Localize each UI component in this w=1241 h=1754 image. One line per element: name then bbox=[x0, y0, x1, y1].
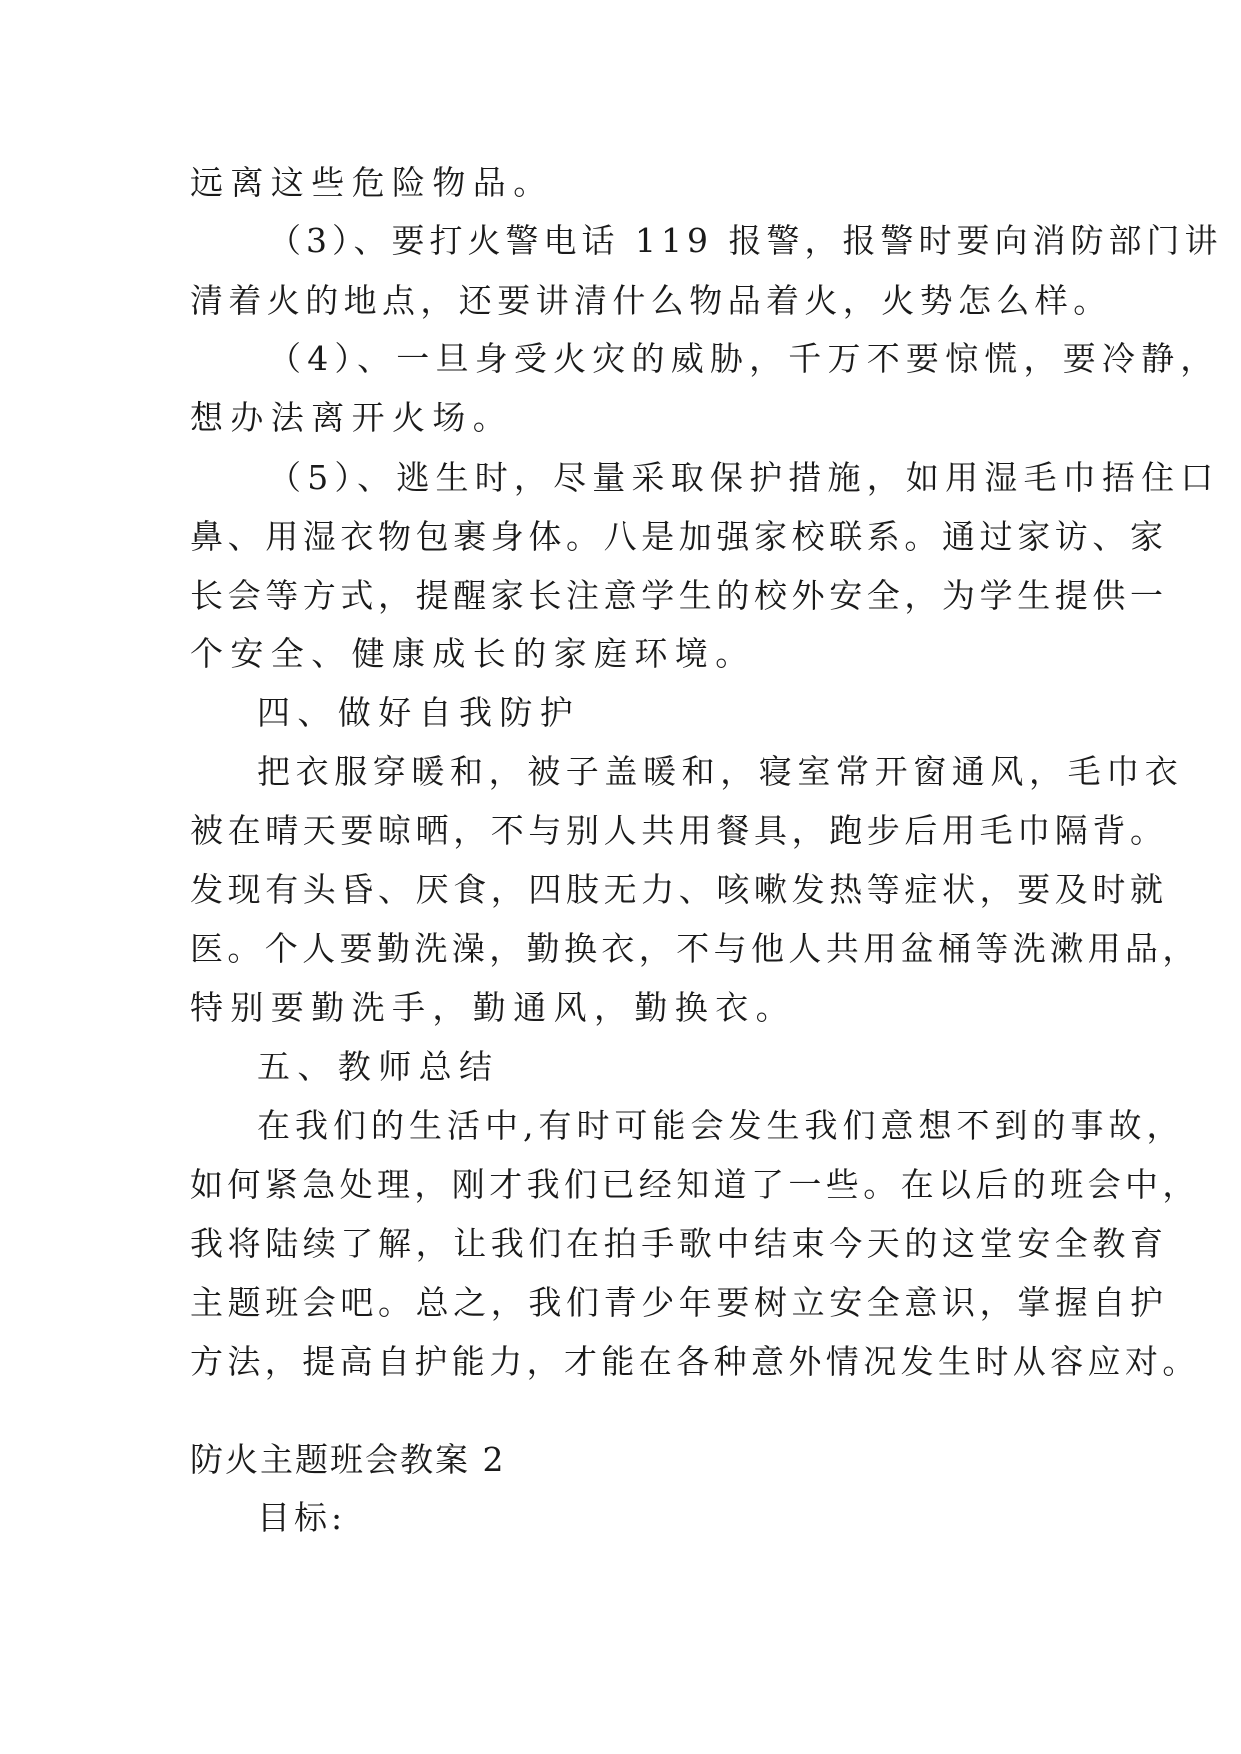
paragraph-line: 我将陆续了解，让我们在拍手歌中结束今天的这堂安全教育 bbox=[190, 1224, 1168, 1263]
paragraph-line: 被在晴天要晾晒，不与别人共用餐具，跑步后用毛巾隔背。 bbox=[190, 811, 1168, 850]
paragraph-line: 把衣服穿暖和，被子盖暖和，寝室常开窗通风，毛巾衣 bbox=[257, 752, 1184, 791]
list-item-3-line-2: 清着火的地点，还要讲清什么物品着火，火势怎么样。 bbox=[190, 281, 1112, 320]
section-heading-4: 四、做好自我防护 bbox=[257, 693, 581, 732]
paragraph-line: 如何紧急处理，刚才我们已经知道了一些。在以后的班会中， bbox=[190, 1165, 1200, 1204]
paragraph-line: 在我们的生活中,有时可能会发生我们意想不到的事故， bbox=[257, 1106, 1185, 1145]
list-item-5-line-2: 鼻、用湿衣物包裹身体。八是加强家校联系。通过家访、家 bbox=[190, 517, 1168, 556]
section-heading-5: 五、教师总结 bbox=[257, 1047, 500, 1086]
paragraph-line: 发现有头昏、厌食，四肢无力、咳嗽发热等症状，要及时就 bbox=[190, 870, 1168, 909]
list-item-4-line-1: （4）、一旦身受火灾的威胁，千万不要惊慌，要冷静， bbox=[268, 339, 1220, 378]
goal-label: 目标: bbox=[257, 1498, 347, 1537]
list-item-3-line-1: （3）、要打火警电话 119 报警，报警时要向消防部门讲 bbox=[268, 221, 1223, 260]
body-text-line: 远离这些危险物品。 bbox=[190, 163, 554, 202]
list-item-5-line-4: 个安全、健康成长的家庭环境。 bbox=[190, 634, 756, 673]
paragraph-line: 主题班会吧。总之，我们青少年要树立安全意识，掌握自护 bbox=[190, 1283, 1168, 1322]
list-item-5-line-3: 长会等方式，提醒家长注意学生的校外安全，为学生提供一 bbox=[190, 576, 1168, 615]
list-item-4-line-2: 想办法离开火场。 bbox=[190, 398, 514, 437]
paragraph-line: 医。个人要勤洗澡，勤换衣，不与他人共用盆桶等洗漱用品， bbox=[190, 929, 1200, 968]
paragraph-line: 特别要勤洗手，勤通风，勤换衣。 bbox=[190, 988, 796, 1027]
paragraph-line: 方法，提高自护能力，才能在各种意外情况发生时从容应对。 bbox=[190, 1342, 1200, 1381]
document-section-title: 防火主题班会教案 2 bbox=[190, 1440, 506, 1479]
list-item-5-line-1: （5）、逃生时，尽量采取保护措施，如用湿毛巾捂住口 bbox=[268, 458, 1220, 497]
